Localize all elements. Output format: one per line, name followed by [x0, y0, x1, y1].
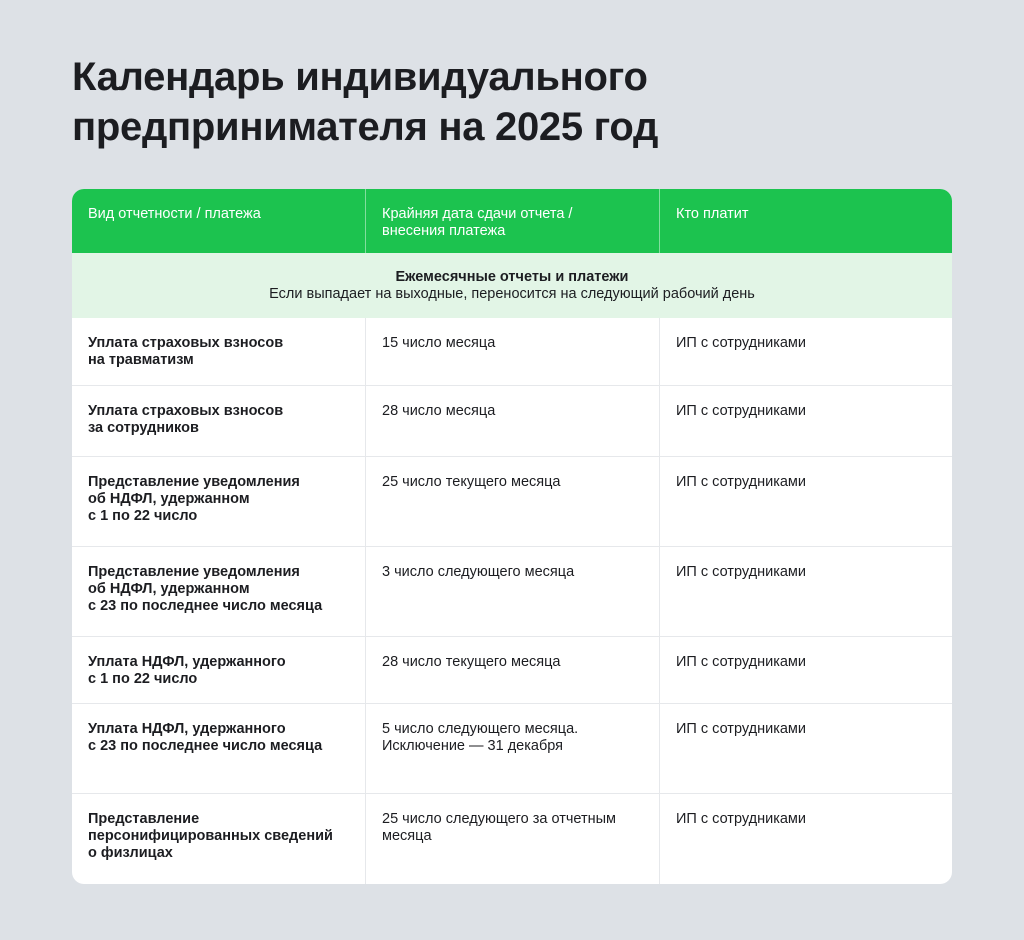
table-row [72, 637, 952, 704]
row-deadline: 28 число текущего месяца [365, 637, 659, 703]
page-title [72, 52, 952, 152]
row-report-type: Уплата страховых взносов на травматизм [88, 335, 284, 368]
page-title-line-1: Календарь индивидуального [72, 55, 648, 99]
row-report-type: Представление персонифицированных сведений о физлицах [88, 811, 333, 861]
table-row [72, 386, 952, 457]
page-title-line-2: предпринимателя на 2025 год [72, 105, 659, 149]
table-row [72, 457, 952, 547]
row-payer: ИП с сотрудниками [659, 704, 952, 793]
row-deadline: 5 число следующего месяца. Исключение — 31 декабря [365, 704, 659, 793]
row-payer: ИП с сотрудниками [659, 547, 952, 636]
table-header [72, 189, 952, 253]
table-row [72, 318, 952, 386]
row-payer: ИП с сотрудниками [659, 318, 952, 385]
section-monthly [72, 253, 952, 318]
row-report-type: Представление уведомления об НДФЛ, удержанном с 23 по последнее число месяца [88, 564, 323, 614]
row-report-type: Уплата НДФЛ, удержанного с 1 по 22 число [88, 654, 286, 687]
row-deadline: 28 число месяца [365, 386, 659, 456]
row-payer: ИП с сотрудниками [659, 794, 952, 884]
row-payer: ИП с сотрудниками [659, 637, 952, 703]
row-deadline: 25 число текущего месяца [365, 457, 659, 546]
calendar-table [72, 189, 952, 884]
row-payer: ИП с сотрудниками [659, 386, 952, 456]
section-title: Ежемесячные отчеты и платежи [395, 269, 629, 285]
row-report-type: Уплата НДФЛ, удержанного с 23 по последнее число месяца [88, 721, 323, 754]
row-report-type: Уплата страховых взносов за сотрудников [88, 403, 284, 436]
row-deadline: 25 число следующего за отчетным месяца [365, 794, 659, 884]
row-deadline: 3 число следующего месяца [365, 547, 659, 636]
header-payer: Кто платит [659, 189, 952, 253]
header-deadline: Крайняя дата сдачи отчета / внесения платежа [365, 189, 659, 253]
section-note: Если выпадает на выходные, переносится на следующий рабочий день [269, 286, 755, 302]
header-report-type: Вид отчетности / платежа [88, 206, 261, 222]
table-row [72, 794, 952, 884]
row-report-type: Представление уведомления об НДФЛ, удержанном с 1 по 22 число [88, 474, 300, 524]
table-row [72, 704, 952, 794]
row-payer: ИП с сотрудниками [659, 457, 952, 546]
row-deadline: 15 число месяца [365, 318, 659, 385]
table-row [72, 547, 952, 637]
